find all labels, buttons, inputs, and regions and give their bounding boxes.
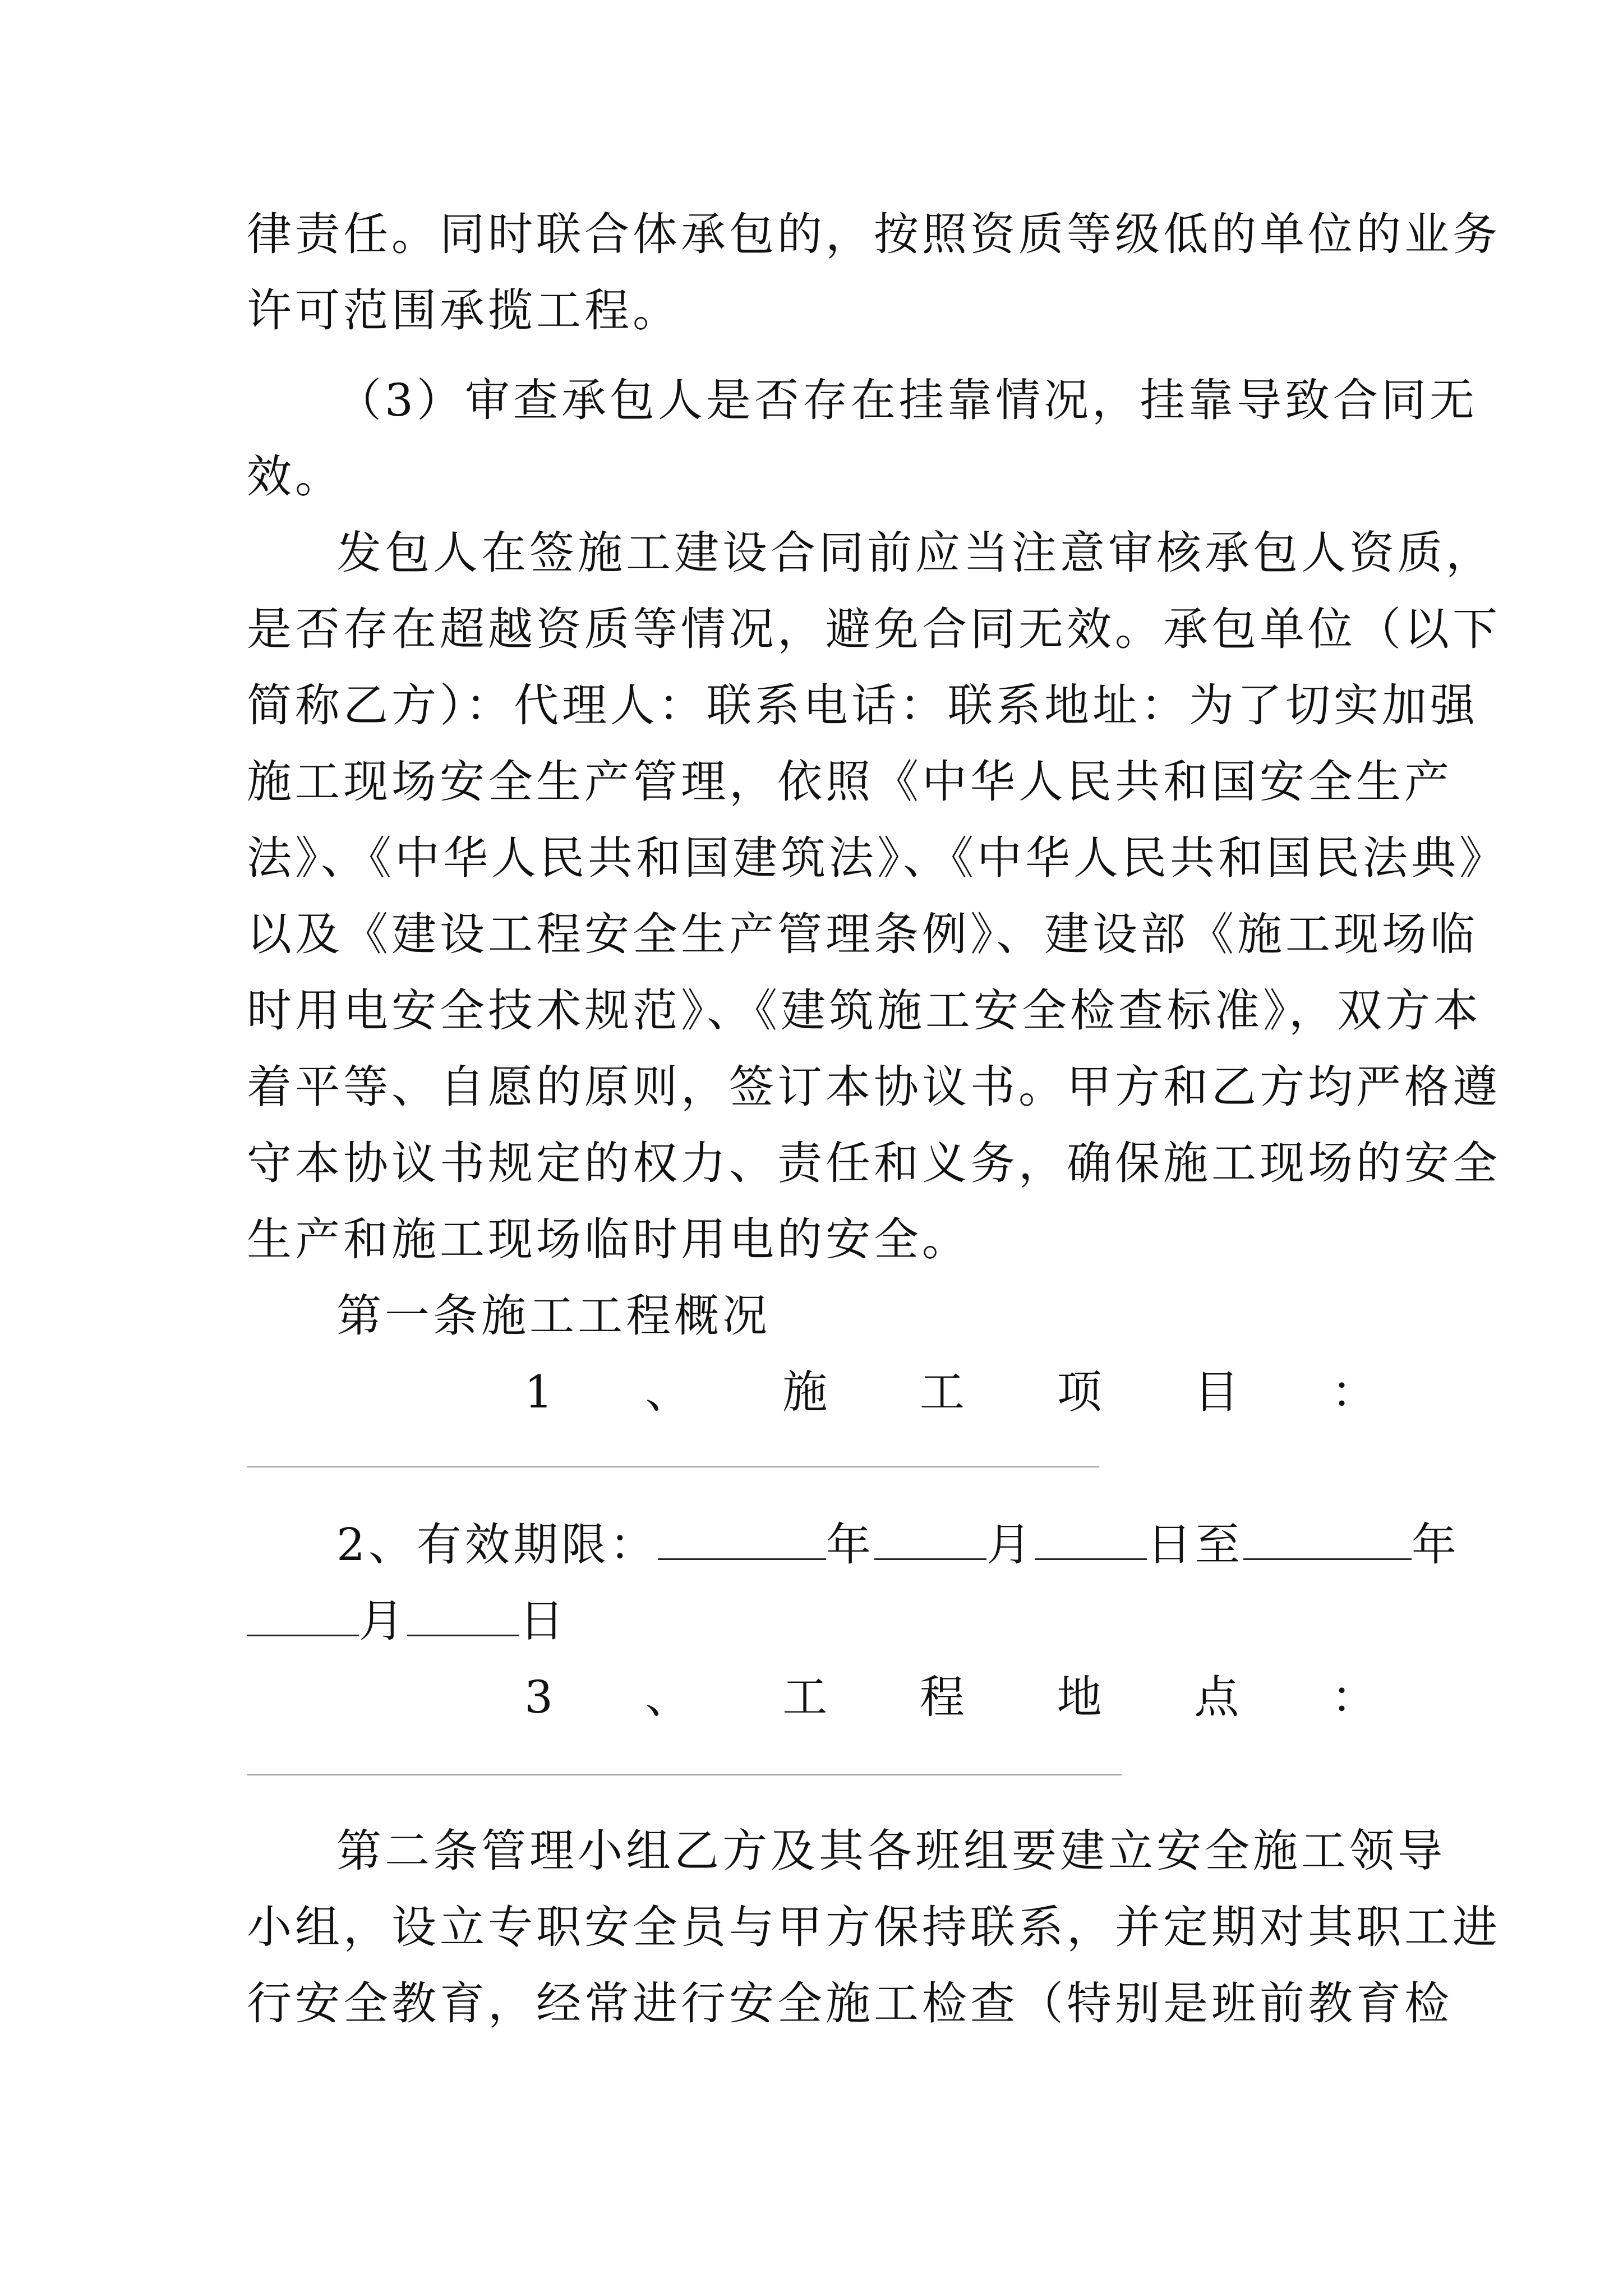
item-3-char: 3 [524,1671,556,1723]
item-2-line [247,1507,1469,1583]
item-3-char: 工 [782,1671,831,1723]
month-label: 月 [986,1519,1035,1571]
paragraph-line: 以及《建设工程安全生产管理条例》、建设部《施工现场临 [247,908,1478,960]
paragraph-line: 守本协议书规定的权力、责任和义务，确保施工现场的安全 [247,1137,1501,1189]
item-1-char: 1 [524,1366,556,1418]
item-2-continuation [247,1583,1380,1659]
fill-in-rule [247,1774,1122,1775]
section-heading: 第一条施工工程概况 [336,1290,771,1342]
item-1-char: ： [1331,1366,1380,1418]
item-1-char: 项 [1057,1366,1105,1418]
item-2-prefix: 2、有效期限： [336,1519,658,1571]
item-3-line [247,1659,1380,1736]
item-1-char: 施 [782,1366,831,1418]
fill-in-rule [247,1466,1099,1467]
paragraph-line: 是否存在超越资质等情况，避免合同无效。承包单位（以下 [247,603,1501,655]
day-to-label: 日至 [1146,1519,1243,1571]
blank-field [407,1594,519,1636]
paragraph-line: 效。 [247,450,343,503]
year-label: 年 [826,1519,874,1571]
paragraph-line: 时用电安全技术规范》、《建筑施工安全检查标准》，双方本 [247,984,1482,1037]
item-3-char: ： [1331,1671,1380,1723]
blank-field [247,1594,359,1636]
item-1-char: 、 [645,1366,694,1418]
paragraph-line: 施工现场安全生产管理，依照《中华人民共和国安全生产 [247,756,1453,808]
blank-field [658,1518,826,1560]
paragraph-line: 简称乙方）：代理人：联系电话：联系地址：为了切实加强 [247,679,1478,731]
paragraph-line: 发包人在签施工建设合同前应当注意审核承包人资质， [336,527,1494,579]
paragraph-line: 小组，设立专职安全员与甲方保持联系，并定期对其职工进 [247,1901,1501,1953]
paragraph-line: 许可范围承揽工程。 [247,284,681,337]
item-3-char: 点 [1194,1671,1243,1723]
paragraph-line: 着平等、自愿的原则，签订本协议书。甲方和乙方均严格遵 [247,1061,1501,1113]
item-1-char: 目 [1194,1366,1243,1418]
item-3-char: 地 [1057,1671,1105,1723]
paragraph-line: 第二条管理小组乙方及其各班组要建立安全施工领导 [336,1825,1446,1877]
paragraph-line: 行安全教育，经常进行安全施工检查（特别是班前教育检 [247,1977,1453,2030]
blank-field [1243,1518,1412,1560]
month-label: 月 [359,1595,407,1647]
paragraph-line: 法》、《中华人民共和国建筑法》、《中华人民共和国民法典》 [247,832,1507,884]
paragraph-line: （3）审查承包人是否存在挂靠情况，挂靠导致合同无 [336,374,1478,426]
blank-field [874,1518,986,1560]
item-1-char: 工 [919,1366,968,1418]
item-3-char: 程 [919,1671,968,1723]
item-3-char: 、 [645,1671,694,1723]
paragraph-line: 律责任。同时联合体承包的，按照资质等级低的单位的业务 [247,208,1501,260]
day-label: 日 [519,1595,568,1647]
paragraph-line: 生产和施工现场临时用电的安全。 [247,1213,970,1266]
year-label: 年 [1411,1519,1460,1571]
item-1-line [247,1354,1380,1430]
blank-field [1035,1518,1147,1560]
